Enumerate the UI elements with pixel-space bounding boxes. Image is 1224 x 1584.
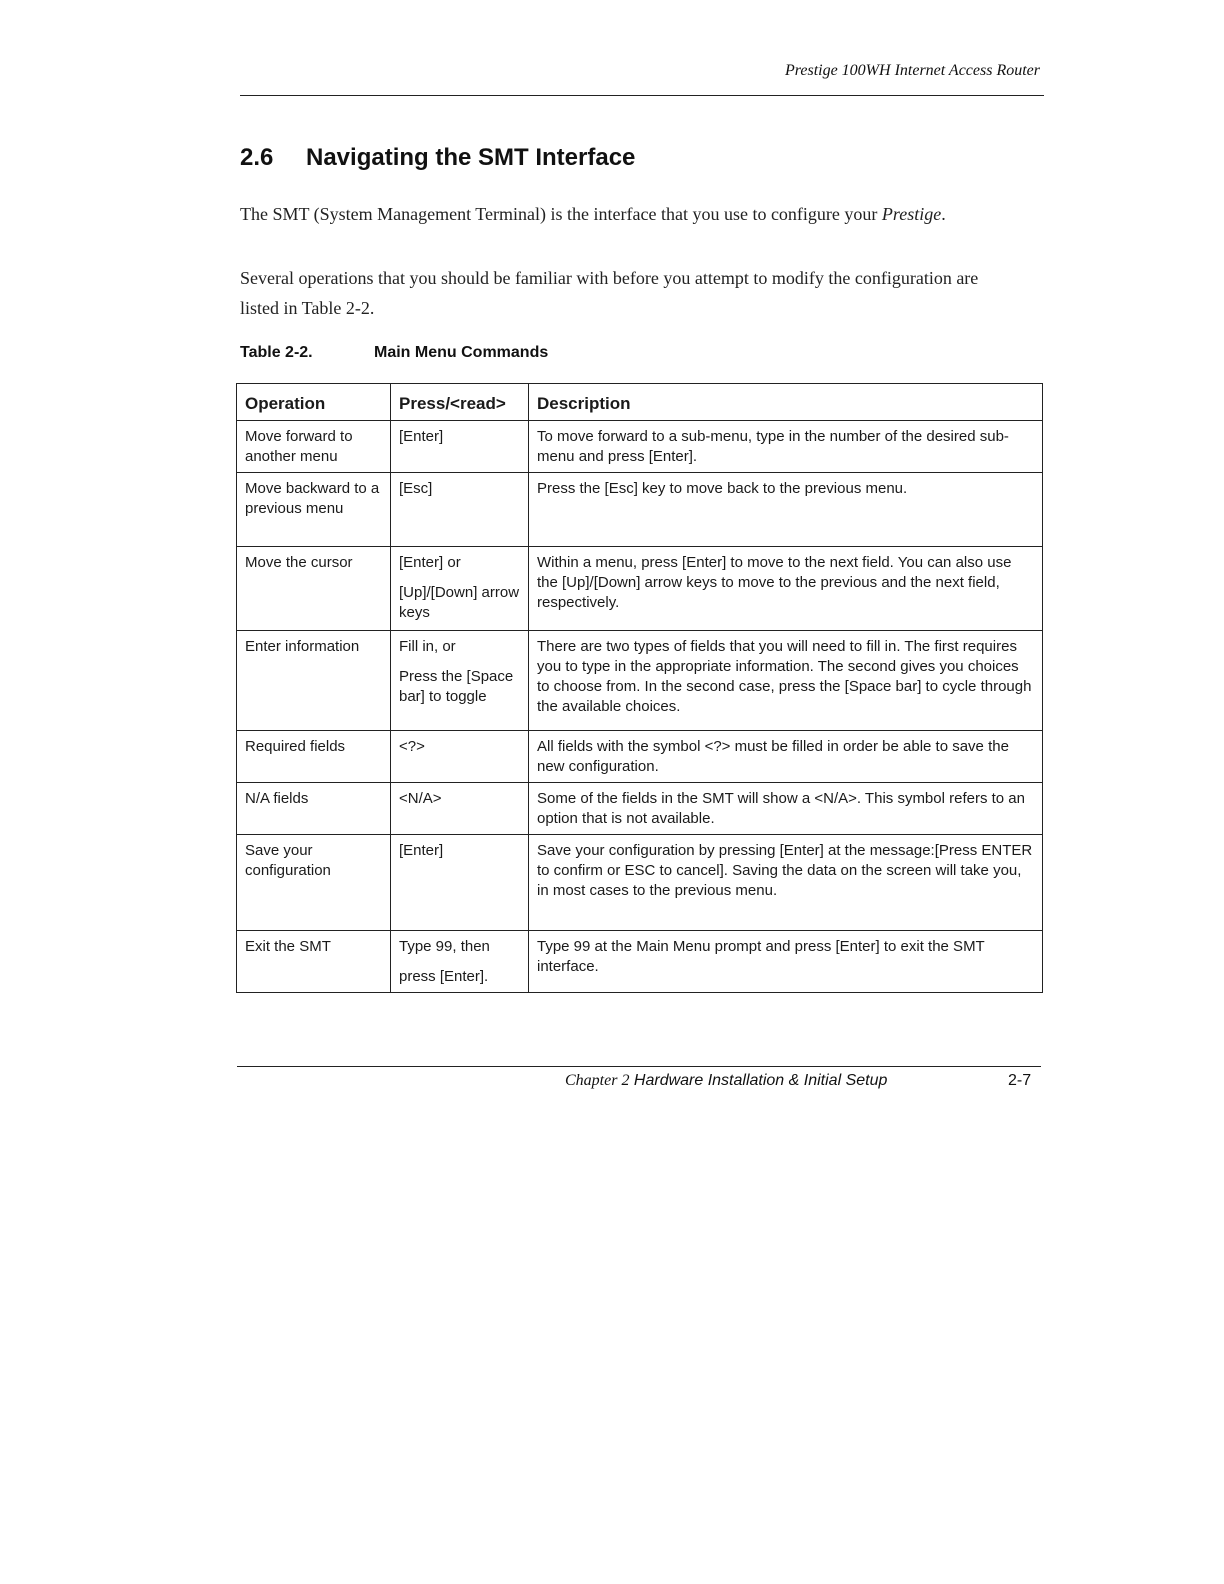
operation-cell: Required fields [237, 731, 391, 783]
press-text: [Enter] or [399, 554, 461, 571]
operation-cell: Move the cursor [237, 547, 391, 631]
press-text: Fill in, or [399, 638, 456, 655]
table-header-row [237, 384, 1043, 421]
description-cell: There are two types of fields that you will need to fill in. The first requires you to type in the appropriate information. The second gives you choices to choose from. In the second case, press the [Space bar] to cycle through the available choices. [529, 631, 1043, 731]
product-name: Prestige [881, 204, 942, 224]
press-cell [391, 631, 529, 731]
operation-cell: Exit the SMT [237, 931, 391, 993]
table-row [237, 421, 1043, 473]
main-menu-commands-table [236, 383, 1043, 993]
intro-paragraph-1-end: . [941, 204, 946, 224]
press-cell [391, 931, 529, 993]
operation-cell: Move backward to a previous menu [237, 473, 391, 547]
footer-chapter-title: Hardware Installation & Initial Setup [633, 1072, 888, 1089]
table-row [237, 631, 1043, 731]
footer-rule [237, 1066, 1041, 1067]
table-caption-title: Main Menu Commands [374, 344, 549, 361]
description-cell: Press the [Esc] key to move back to the previous menu. [529, 473, 1043, 547]
description-cell: To move forward to a sub-menu, type in the number of the desired sub-menu and press [Enter]. [529, 421, 1043, 473]
header-press: Press/<read> [391, 384, 529, 421]
table-row [237, 931, 1043, 993]
running-footer [565, 1072, 887, 1090]
table-caption-number: Table 2-2. [240, 344, 313, 361]
table-row [237, 473, 1043, 547]
table-row [237, 783, 1043, 835]
press-text: [Enter] [399, 428, 444, 445]
press-text: [Up]/[Down] arrow keys [399, 584, 520, 621]
press-cell [391, 731, 529, 783]
header-rule [240, 95, 1044, 96]
header-description: Description [529, 384, 1043, 421]
description-cell: Type 99 at the Main Menu prompt and press [Enter] to exit the SMT interface. [529, 931, 1043, 993]
intro-paragraph-1 [240, 199, 1000, 229]
intro-paragraph-1-text: The SMT (System Management Terminal) is the interface that you use to configure your [240, 204, 878, 224]
section-number: 2.6 [240, 144, 274, 171]
table-row [237, 835, 1043, 931]
operation-cell: Move forward to another menu [237, 421, 391, 473]
operation-cell: Enter information [237, 631, 391, 731]
press-text: [Esc] [399, 480, 433, 497]
press-text: Press the [Space bar] to toggle [399, 668, 514, 705]
page-number: 2-7 [1008, 1072, 1032, 1089]
press-cell [391, 547, 529, 631]
description-cell: Some of the fields in the SMT will show a <N/A>. This symbol refers to an option that is not available. [529, 783, 1043, 835]
press-cell [391, 835, 529, 931]
press-cell [391, 783, 529, 835]
section-heading [240, 144, 635, 172]
intro-paragraph-2: Several operations that you should be familiar with before you attempt to modify the configuration are listed in Table 2-2. [240, 268, 979, 318]
press-cell [391, 473, 529, 547]
operation-cell: N/A fields [237, 783, 391, 835]
header-operation: Operation [237, 384, 391, 421]
press-text: press [Enter]. [399, 968, 489, 985]
description-cell: All fields with the symbol <?> must be filled in order be able to save the new configuration. [529, 731, 1043, 783]
press-text: <?> [399, 738, 425, 755]
description-cell: Save your configuration by pressing [Enter] at the message:[Press ENTER to confirm or ESC to cancel]. Saving the data on the screen will take you, in most cases to the previous menu. [529, 835, 1043, 931]
press-text: <N/A> [399, 790, 442, 807]
table-caption [240, 344, 548, 362]
footer-chapter-label: Chapter 2 [565, 1072, 630, 1089]
table-row [237, 547, 1043, 631]
running-header: Prestige 100WH Internet Access Router [784, 62, 1040, 79]
press-text: [Enter] [399, 842, 444, 859]
section-title: Navigating the SMT Interface [306, 144, 636, 171]
table-row [237, 731, 1043, 783]
operation-cell: Save your configuration [237, 835, 391, 931]
press-cell [391, 421, 529, 473]
press-text: Type 99, then [399, 938, 490, 955]
description-cell: Within a menu, press [Enter] to move to the next field. You can also use the [Up]/[Down] arrow keys to move to the previous and the next field, respectively. [529, 547, 1043, 631]
